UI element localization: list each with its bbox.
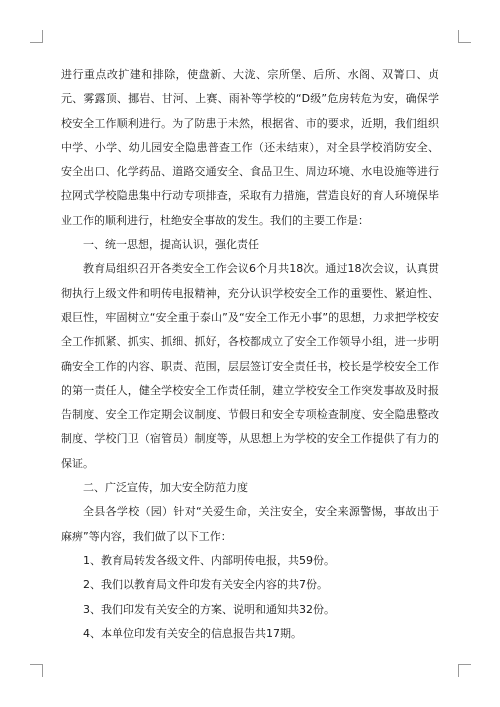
section-heading-1: 一、统一思想，提高认识，强化责任	[83, 238, 259, 252]
list-item-3: 3、我们印发有关安全的方案、说明和通知共32份。	[83, 602, 335, 616]
crop-mark-top-left	[30, 30, 43, 43]
list-item-1: 1、教育局转发各级文件、内部明传电报，共59份。	[83, 553, 335, 567]
paragraph-section-1: 教育局组织召开各类安全工作会议6个月共18次。通过18次会议，认真贯彻执行上级文件和明传电报精神，充分认识学校安全工作的重要性、紧迫性、艰巨性，牢固树立“安全重于泰山”及“安全工作无小事”的思想，力求把学校安全工作抓紧、抓实、抓细、抓好，各校都成立了安全工作领导小组，进一步明确安全工作的内容、职责、范围，层层签订安全责任书，校长是学校安全工作的第一责任人，健全学校安全工作责任制，建立学校安全工作突发事故及时报告制度、安全工作定期会议制度、节假日和安全专项检查制度、安全隐患整改制度、学校门卫（宿管员）制度等，从思想上为学校的安全工作提供了有力的保证。	[61, 262, 439, 470]
crop-mark-bottom-right	[458, 664, 471, 677]
crop-mark-top-right	[458, 30, 471, 43]
list-item-4: 4、本单位印发有关安全的信息报告共17期。	[83, 626, 302, 640]
section-heading-2: 二、广泛宣传，加大安全防范力度	[83, 481, 248, 495]
paragraph-intro: 进行重点改扩建和排除，使盘新、大泷、宗所堡、后所、水阁、双箐口、贞元、雾露顶、挪岩、甘河、上赛、雨补等学校的“D级”危房转危为安，确保学校安全工作顺利进行。为了防患于未然，根据省、市的要求，近期，我们组织中学、小学、幼儿园安全隐患普查工作（还未结束），对全县学校消防安全、安全出口、化学药品、道路交通安全、食品卫生、周边环境、水电设施等进行拉网式学校隐患集中行动专项排查，采取有力措施，营造良好的育人环境保毕业工作的顺利进行，杜绝安全事故的发生。我们的主要工作是：	[61, 68, 439, 227]
paragraph-section-2: 全县各学校（园）针对“关爱生命，关注安全，安全来源警惕，事故出于麻痹”等内容，我们做了以下工作：	[61, 505, 439, 543]
document-body	[61, 63, 439, 646]
crop-mark-bottom-left	[30, 664, 43, 677]
list-item-2: 2、我们以教育局文件印发有关安全内容的共7份。	[83, 578, 328, 592]
